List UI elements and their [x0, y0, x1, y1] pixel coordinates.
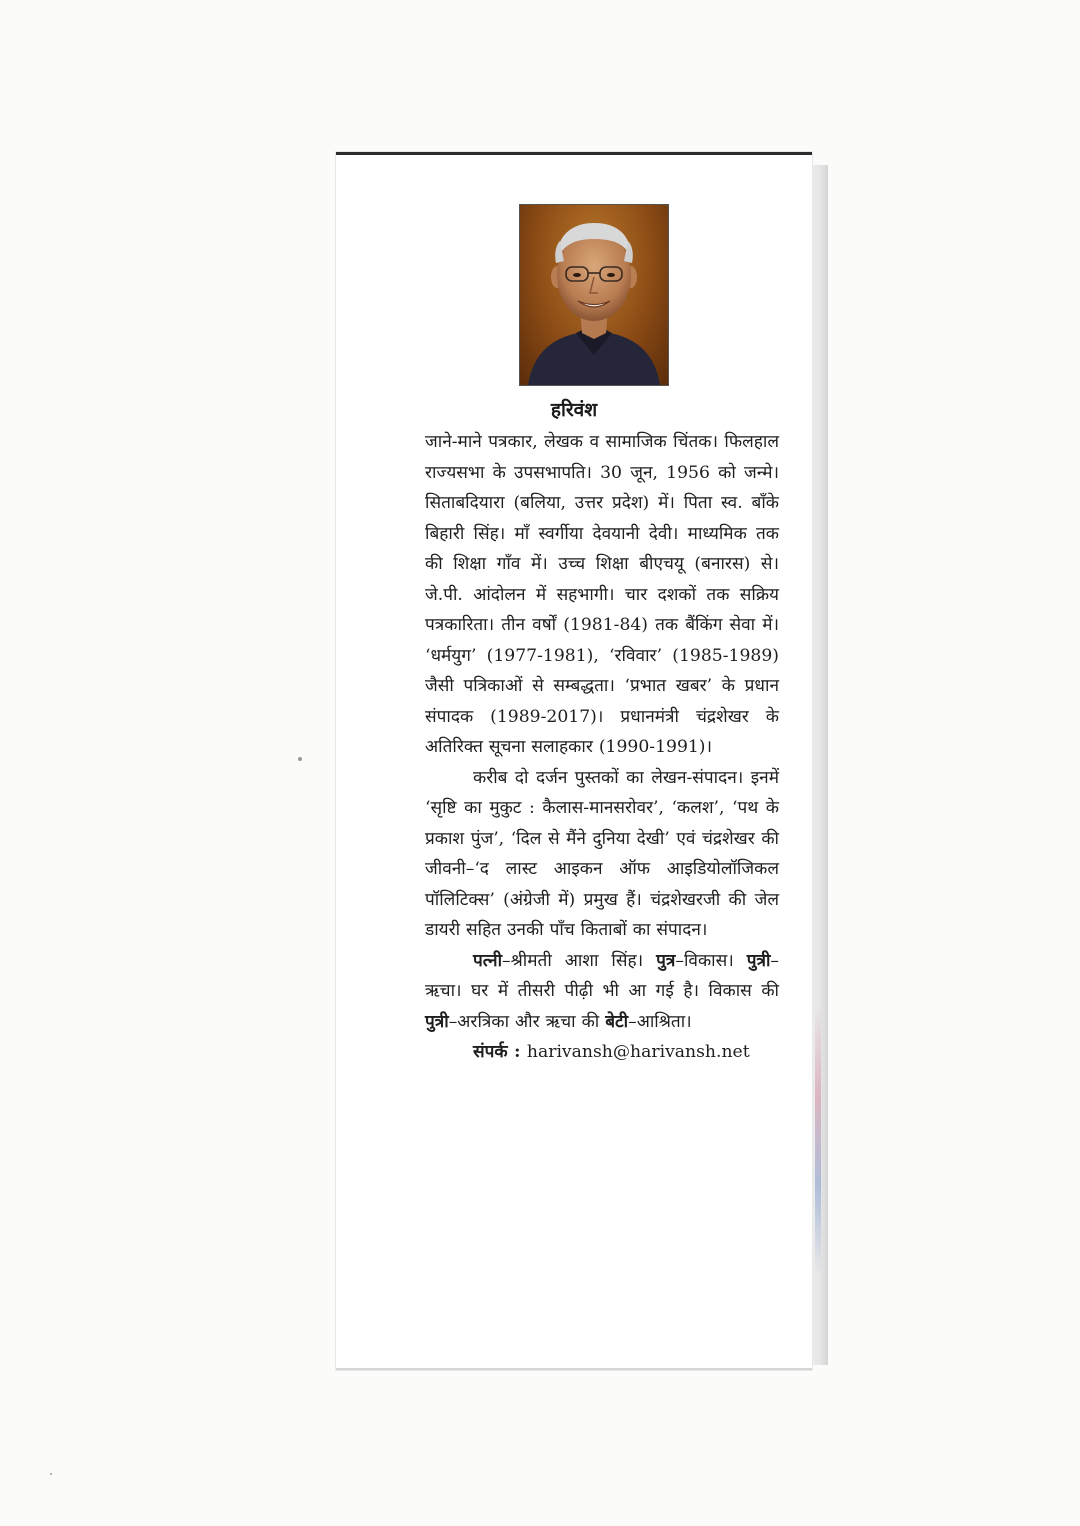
- family-text-daughter: –ऋचा। घर में तीसरी पीढ़ी भी आ गई है। विकास की: [425, 950, 779, 1001]
- family-label-son: पुत्र: [656, 950, 676, 971]
- book-flap: [336, 152, 812, 1370]
- family-label-granddaughter: पुत्री: [425, 1011, 449, 1032]
- author-bio: [425, 427, 779, 1068]
- family-label-daughter: पुत्री: [746, 950, 771, 971]
- contact-email: harivansh@harivansh.net: [526, 1042, 750, 1062]
- family-text-daughter-child: –आश्रिता।: [628, 1011, 692, 1032]
- author-photo: [519, 204, 669, 386]
- author-name: हरिवंश: [550, 399, 598, 421]
- cover-color-edge: [815, 1005, 821, 1275]
- bio-books-paragraph: करीब दो दर्जन पुस्तकों का लेखन-संपादन। इनमें ‘सृष्टि का मुकुट : कैलास-मानसरोवर’, ‘कलश’, ‘पथ के प्रकाश पुंज’, ‘दिल से मैंने दुनिया देखी’ एवं चंद्रशेखर की जीवनी–‘द लास्ट आइकन ऑफ आइडियोलॉजिकल पॉलिटिक्स’ (अंग्रेजी में) प्रमुख हैं। चंद्रशेखरजी की जेल डायरी सहित उनकी पाँच किताबों का संपादन।: [425, 767, 779, 940]
- family-text-son: –विकास।: [675, 950, 747, 971]
- bio-family-paragraph: [425, 946, 779, 1038]
- flap-bottom-edge: [336, 1368, 812, 1370]
- family-text-wife: –श्रीमती आशा सिंह।: [502, 950, 657, 971]
- family-label-wife: पत्नी: [473, 950, 503, 971]
- scan-speck: [298, 757, 302, 761]
- contact-label: संपर्क: [473, 1042, 508, 1062]
- family-text-granddaughter: –अरत्रिका और ऋचा की: [448, 1011, 606, 1032]
- contact-separator: :: [507, 1042, 527, 1062]
- bio-intro-paragraph: जाने-माने पत्रकार, लेखक व सामाजिक चिंतक। फिलहाल राज्यसभा के उपसभापति। 30 जून, 1956 को जन्मे। सिताबदियारा (बलिया, उत्तर प्रदेश) में। पिता स्व. बाँके बिहारी सिंह। माँ स्वर्गीया देवयानी देवी। माध्यमिक तक की शिक्षा गाँव में। उच्च शिक्षा बीएचयू (बनारस) से। जे.पी. आंदोलन में सहभागी। चार दशकों तक सक्रिय पत्रकारिता। तीन वर्षों (1981-84) तक बैंकिंग सेवा में। ‘धर्मयुग’ (1977-1981), ‘रविवार’ (1985-1989) जैसी पत्रिकाओं से सम्बद्धता। ‘प्रभात खबर’ के प्रधान संपादक (1989-2017)। प्रधानमंत्री चंद्रशेखर के अतिरिक्त सूचना सलाहकार (1990-1991)।: [425, 432, 779, 757]
- author-portrait-icon: [520, 205, 668, 385]
- family-label-daughter-child: बेटी: [605, 1011, 629, 1032]
- bio-contact-line: [425, 1037, 779, 1068]
- scan-speck: [50, 1473, 52, 1475]
